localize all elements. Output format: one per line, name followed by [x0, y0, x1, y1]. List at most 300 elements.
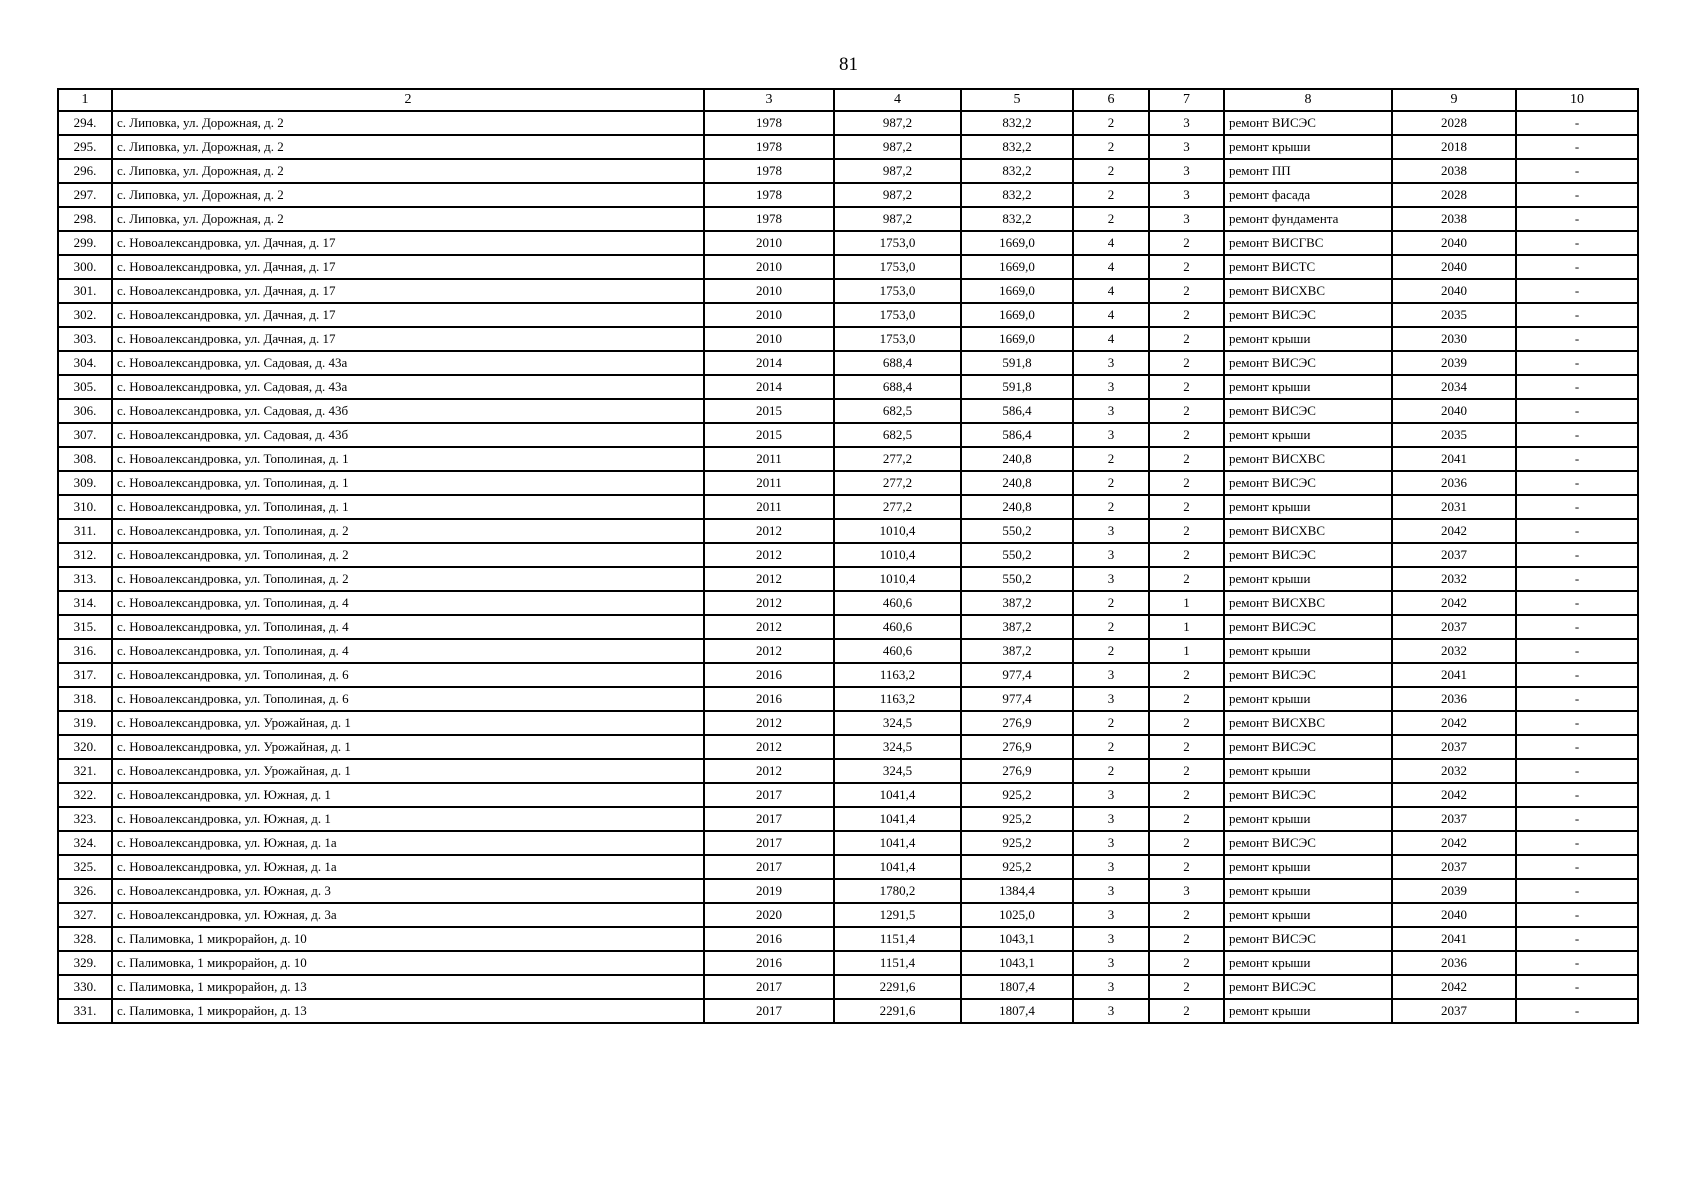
entrances-cell: 2 — [1149, 855, 1224, 879]
note-cell: - — [1516, 831, 1638, 855]
living-area-cell: 387,2 — [961, 615, 1073, 639]
row-number-cell: 312. — [58, 543, 112, 567]
total-area-cell: 277,2 — [834, 495, 961, 519]
row-number-cell: 317. — [58, 663, 112, 687]
living-area-cell: 1669,0 — [961, 231, 1073, 255]
note-cell: - — [1516, 759, 1638, 783]
floors-cell: 3 — [1073, 519, 1149, 543]
work-type-cell: ремонт ВИСГВС — [1224, 231, 1392, 255]
note-cell: - — [1516, 519, 1638, 543]
address-cell: с. Новоалександровка, ул. Дачная, д. 17 — [112, 255, 704, 279]
address-cell: с. Новоалександровка, ул. Южная, д. 1а — [112, 831, 704, 855]
note-cell: - — [1516, 855, 1638, 879]
work-type-cell: ремонт ВИСЭС — [1224, 927, 1392, 951]
living-area-cell: 1043,1 — [961, 927, 1073, 951]
address-cell: с. Новоалександровка, ул. Дачная, д. 17 — [112, 279, 704, 303]
floors-cell: 2 — [1073, 447, 1149, 471]
total-area-cell: 1151,4 — [834, 927, 961, 951]
planned-year-cell: 2041 — [1392, 927, 1516, 951]
planned-year-cell: 2038 — [1392, 159, 1516, 183]
year-built-cell: 2017 — [704, 855, 834, 879]
page-number: 81 — [839, 54, 858, 75]
table-row — [58, 711, 1638, 735]
floors-cell: 2 — [1073, 735, 1149, 759]
floors-cell: 3 — [1073, 999, 1149, 1023]
entrances-cell: 2 — [1149, 567, 1224, 591]
table-row — [58, 159, 1638, 183]
living-area-cell: 276,9 — [961, 735, 1073, 759]
table-row — [58, 423, 1638, 447]
floors-cell: 3 — [1073, 399, 1149, 423]
table-row — [58, 447, 1638, 471]
work-type-cell: ремонт фундамента — [1224, 207, 1392, 231]
work-type-cell: ремонт ВИСЭС — [1224, 975, 1392, 999]
work-type-cell: ремонт ВИСЭС — [1224, 543, 1392, 567]
living-area-cell: 591,8 — [961, 375, 1073, 399]
entrances-cell: 2 — [1149, 495, 1224, 519]
entrances-cell: 2 — [1149, 975, 1224, 999]
planned-year-cell: 2040 — [1392, 279, 1516, 303]
address-cell: с. Новоалександровка, ул. Южная, д. 1 — [112, 807, 704, 831]
living-area-cell: 1669,0 — [961, 303, 1073, 327]
floors-cell: 2 — [1073, 183, 1149, 207]
table-row — [58, 831, 1638, 855]
planned-year-cell: 2040 — [1392, 255, 1516, 279]
note-cell: - — [1516, 999, 1638, 1023]
note-cell: - — [1516, 567, 1638, 591]
row-number-cell: 297. — [58, 183, 112, 207]
note-cell: - — [1516, 399, 1638, 423]
table-row — [58, 735, 1638, 759]
living-area-cell: 1669,0 — [961, 255, 1073, 279]
table-row — [58, 183, 1638, 207]
floors-cell: 2 — [1073, 495, 1149, 519]
planned-year-cell: 2028 — [1392, 183, 1516, 207]
total-area-cell: 1041,4 — [834, 783, 961, 807]
work-type-cell: ремонт ВИСХВС — [1224, 711, 1392, 735]
note-cell: - — [1516, 663, 1638, 687]
entrances-cell: 2 — [1149, 903, 1224, 927]
entrances-cell: 2 — [1149, 279, 1224, 303]
total-area-cell: 277,2 — [834, 471, 961, 495]
planned-year-cell: 2040 — [1392, 399, 1516, 423]
year-built-cell: 2017 — [704, 831, 834, 855]
address-cell: с. Новоалександровка, ул. Южная, д. 3а — [112, 903, 704, 927]
floors-cell: 2 — [1073, 471, 1149, 495]
note-cell: - — [1516, 975, 1638, 999]
year-built-cell: 2010 — [704, 303, 834, 327]
floors-cell: 3 — [1073, 951, 1149, 975]
year-built-cell: 2010 — [704, 255, 834, 279]
living-area-cell: 240,8 — [961, 471, 1073, 495]
row-number-cell: 318. — [58, 687, 112, 711]
total-area-cell: 1753,0 — [834, 279, 961, 303]
entrances-cell: 2 — [1149, 687, 1224, 711]
total-area-cell: 1163,2 — [834, 663, 961, 687]
planned-year-cell: 2030 — [1392, 327, 1516, 351]
living-area-cell: 240,8 — [961, 447, 1073, 471]
entrances-cell: 2 — [1149, 543, 1224, 567]
living-area-cell: 832,2 — [961, 207, 1073, 231]
year-built-cell: 1978 — [704, 207, 834, 231]
year-built-cell: 2012 — [704, 711, 834, 735]
planned-year-cell: 2035 — [1392, 423, 1516, 447]
table-row — [58, 135, 1638, 159]
floors-cell: 3 — [1073, 783, 1149, 807]
living-area-cell: 387,2 — [961, 591, 1073, 615]
address-cell: с. Новоалександровка, ул. Урожайная, д. 1 — [112, 735, 704, 759]
row-number-cell: 306. — [58, 399, 112, 423]
total-area-cell: 2291,6 — [834, 975, 961, 999]
floors-cell: 3 — [1073, 567, 1149, 591]
total-area-cell: 682,5 — [834, 423, 961, 447]
entrances-cell: 2 — [1149, 519, 1224, 543]
work-type-cell: ремонт ВИСЭС — [1224, 303, 1392, 327]
living-area-cell: 925,2 — [961, 783, 1073, 807]
row-number-cell: 309. — [58, 471, 112, 495]
floors-cell: 3 — [1073, 663, 1149, 687]
note-cell: - — [1516, 495, 1638, 519]
living-area-cell: 1669,0 — [961, 327, 1073, 351]
address-cell: с. Липовка, ул. Дорожная, д. 2 — [112, 111, 704, 135]
planned-year-cell: 2018 — [1392, 135, 1516, 159]
work-type-cell: ремонт крыши — [1224, 855, 1392, 879]
work-type-cell: ремонт крыши — [1224, 687, 1392, 711]
entrances-cell: 3 — [1149, 159, 1224, 183]
work-type-cell: ремонт крыши — [1224, 951, 1392, 975]
year-built-cell: 2016 — [704, 663, 834, 687]
planned-year-cell: 2040 — [1392, 903, 1516, 927]
total-area-cell: 987,2 — [834, 159, 961, 183]
note-cell: - — [1516, 423, 1638, 447]
table-row — [58, 783, 1638, 807]
entrances-cell: 3 — [1149, 879, 1224, 903]
year-built-cell: 2011 — [704, 495, 834, 519]
entrances-cell: 3 — [1149, 183, 1224, 207]
repair-schedule-table — [57, 88, 1639, 1024]
living-area-cell: 1807,4 — [961, 975, 1073, 999]
address-cell: с. Новоалександровка, ул. Урожайная, д. 1 — [112, 711, 704, 735]
living-area-cell: 1384,4 — [961, 879, 1073, 903]
year-built-cell: 2015 — [704, 399, 834, 423]
entrances-cell: 2 — [1149, 759, 1224, 783]
table-row — [58, 927, 1638, 951]
address-cell: с. Новоалександровка, ул. Дачная, д. 17 — [112, 231, 704, 255]
entrances-cell: 1 — [1149, 591, 1224, 615]
row-number-cell: 321. — [58, 759, 112, 783]
column-header-1: 1 — [58, 89, 112, 111]
work-type-cell: ремонт ВИСХВС — [1224, 519, 1392, 543]
year-built-cell: 1978 — [704, 159, 834, 183]
column-header-3: 3 — [704, 89, 834, 111]
work-type-cell: ремонт ВИСЭС — [1224, 663, 1392, 687]
table-row — [58, 327, 1638, 351]
work-type-cell: ремонт ВИСЭС — [1224, 831, 1392, 855]
living-area-cell: 977,4 — [961, 687, 1073, 711]
table-row — [58, 591, 1638, 615]
address-cell: с. Новоалександровка, ул. Урожайная, д. 1 — [112, 759, 704, 783]
year-built-cell: 2017 — [704, 975, 834, 999]
living-area-cell: 276,9 — [961, 711, 1073, 735]
living-area-cell: 1043,1 — [961, 951, 1073, 975]
column-header-2: 2 — [112, 89, 704, 111]
work-type-cell: ремонт крыши — [1224, 135, 1392, 159]
row-number-cell: 295. — [58, 135, 112, 159]
address-cell: с. Палимовка, 1 микрорайон, д. 13 — [112, 999, 704, 1023]
note-cell: - — [1516, 639, 1638, 663]
table-row — [58, 351, 1638, 375]
table-row — [58, 999, 1638, 1023]
address-cell: с. Новоалександровка, ул. Тополиная, д. 6 — [112, 687, 704, 711]
work-type-cell: ремонт ВИСЭС — [1224, 471, 1392, 495]
note-cell: - — [1516, 615, 1638, 639]
address-cell: с. Новоалександровка, ул. Тополиная, д. 6 — [112, 663, 704, 687]
table-body — [58, 111, 1638, 1023]
year-built-cell: 2019 — [704, 879, 834, 903]
work-type-cell: ремонт ВИСЭС — [1224, 111, 1392, 135]
work-type-cell: ремонт ВИСЭС — [1224, 615, 1392, 639]
year-built-cell: 2015 — [704, 423, 834, 447]
entrances-cell: 2 — [1149, 999, 1224, 1023]
floors-cell: 4 — [1073, 279, 1149, 303]
table-row — [58, 975, 1638, 999]
entrances-cell: 2 — [1149, 831, 1224, 855]
table-row — [58, 543, 1638, 567]
row-number-cell: 301. — [58, 279, 112, 303]
address-cell: с. Новоалександровка, ул. Южная, д. 1 — [112, 783, 704, 807]
entrances-cell: 2 — [1149, 303, 1224, 327]
note-cell: - — [1516, 543, 1638, 567]
work-type-cell: ремонт ВИСТС — [1224, 255, 1392, 279]
planned-year-cell: 2042 — [1392, 519, 1516, 543]
address-cell: с. Новоалександровка, ул. Тополиная, д. 4 — [112, 615, 704, 639]
total-area-cell: 987,2 — [834, 183, 961, 207]
row-number-cell: 316. — [58, 639, 112, 663]
entrances-cell: 3 — [1149, 111, 1224, 135]
address-cell: с. Липовка, ул. Дорожная, д. 2 — [112, 159, 704, 183]
address-cell: с. Липовка, ул. Дорожная, д. 2 — [112, 135, 704, 159]
planned-year-cell: 2037 — [1392, 807, 1516, 831]
floors-cell: 3 — [1073, 855, 1149, 879]
table-row — [58, 879, 1638, 903]
total-area-cell: 1010,4 — [834, 567, 961, 591]
work-type-cell: ремонт крыши — [1224, 903, 1392, 927]
entrances-cell: 2 — [1149, 399, 1224, 423]
row-number-cell: 322. — [58, 783, 112, 807]
planned-year-cell: 2037 — [1392, 735, 1516, 759]
planned-year-cell: 2028 — [1392, 111, 1516, 135]
floors-cell: 3 — [1073, 879, 1149, 903]
note-cell: - — [1516, 879, 1638, 903]
column-header-9: 9 — [1392, 89, 1516, 111]
planned-year-cell: 2042 — [1392, 711, 1516, 735]
table-row — [58, 639, 1638, 663]
total-area-cell: 1753,0 — [834, 303, 961, 327]
year-built-cell: 2012 — [704, 567, 834, 591]
year-built-cell: 2011 — [704, 447, 834, 471]
work-type-cell: ремонт крыши — [1224, 807, 1392, 831]
table-header-row — [58, 89, 1638, 111]
planned-year-cell: 2042 — [1392, 783, 1516, 807]
address-cell: с. Палимовка, 1 микрорайон, д. 10 — [112, 927, 704, 951]
note-cell: - — [1516, 735, 1638, 759]
note-cell: - — [1516, 711, 1638, 735]
entrances-cell: 2 — [1149, 423, 1224, 447]
total-area-cell: 277,2 — [834, 447, 961, 471]
row-number-cell: 294. — [58, 111, 112, 135]
living-area-cell: 276,9 — [961, 759, 1073, 783]
table-row — [58, 111, 1638, 135]
row-number-cell: 298. — [58, 207, 112, 231]
entrances-cell: 2 — [1149, 927, 1224, 951]
note-cell: - — [1516, 255, 1638, 279]
living-area-cell: 550,2 — [961, 543, 1073, 567]
column-header-10: 10 — [1516, 89, 1638, 111]
row-number-cell: 296. — [58, 159, 112, 183]
living-area-cell: 832,2 — [961, 111, 1073, 135]
year-built-cell: 2010 — [704, 327, 834, 351]
total-area-cell: 1163,2 — [834, 687, 961, 711]
floors-cell: 4 — [1073, 231, 1149, 255]
total-area-cell: 987,2 — [834, 135, 961, 159]
note-cell: - — [1516, 471, 1638, 495]
address-cell: с. Новоалександровка, ул. Тополиная, д. 4 — [112, 591, 704, 615]
living-area-cell: 832,2 — [961, 159, 1073, 183]
living-area-cell: 1807,4 — [961, 999, 1073, 1023]
total-area-cell: 324,5 — [834, 759, 961, 783]
planned-year-cell: 2042 — [1392, 975, 1516, 999]
floors-cell: 3 — [1073, 975, 1149, 999]
address-cell: с. Липовка, ул. Дорожная, д. 2 — [112, 183, 704, 207]
floors-cell: 3 — [1073, 351, 1149, 375]
row-number-cell: 319. — [58, 711, 112, 735]
row-number-cell: 305. — [58, 375, 112, 399]
row-number-cell: 303. — [58, 327, 112, 351]
table-row — [58, 567, 1638, 591]
planned-year-cell: 2032 — [1392, 567, 1516, 591]
entrances-cell: 2 — [1149, 375, 1224, 399]
total-area-cell: 688,4 — [834, 351, 961, 375]
living-area-cell: 586,4 — [961, 423, 1073, 447]
floors-cell: 4 — [1073, 327, 1149, 351]
row-number-cell: 326. — [58, 879, 112, 903]
planned-year-cell: 2035 — [1392, 303, 1516, 327]
entrances-cell: 1 — [1149, 639, 1224, 663]
address-cell: с. Новоалександровка, ул. Садовая, д. 43б — [112, 423, 704, 447]
row-number-cell: 328. — [58, 927, 112, 951]
entrances-cell: 2 — [1149, 327, 1224, 351]
total-area-cell: 688,4 — [834, 375, 961, 399]
planned-year-cell: 2031 — [1392, 495, 1516, 519]
row-number-cell: 325. — [58, 855, 112, 879]
year-built-cell: 2014 — [704, 351, 834, 375]
address-cell: с. Новоалександровка, ул. Дачная, д. 17 — [112, 303, 704, 327]
year-built-cell: 2012 — [704, 639, 834, 663]
row-number-cell: 304. — [58, 351, 112, 375]
work-type-cell: ремонт крыши — [1224, 759, 1392, 783]
table-row — [58, 855, 1638, 879]
address-cell: с. Новоалександровка, ул. Тополиная, д. 1 — [112, 447, 704, 471]
row-number-cell: 327. — [58, 903, 112, 927]
work-type-cell: ремонт ВИСХВС — [1224, 447, 1392, 471]
column-header-4: 4 — [834, 89, 961, 111]
total-area-cell: 1753,0 — [834, 327, 961, 351]
address-cell: с. Новоалександровка, ул. Садовая, д. 43а — [112, 375, 704, 399]
note-cell: - — [1516, 279, 1638, 303]
address-cell: с. Новоалександровка, ул. Тополиная, д. 2 — [112, 543, 704, 567]
total-area-cell: 1291,5 — [834, 903, 961, 927]
planned-year-cell: 2037 — [1392, 855, 1516, 879]
table-row — [58, 255, 1638, 279]
floors-cell: 4 — [1073, 303, 1149, 327]
work-type-cell: ремонт крыши — [1224, 375, 1392, 399]
floors-cell: 2 — [1073, 111, 1149, 135]
entrances-cell: 3 — [1149, 135, 1224, 159]
work-type-cell: ремонт крыши — [1224, 639, 1392, 663]
living-area-cell: 1669,0 — [961, 279, 1073, 303]
row-number-cell: 329. — [58, 951, 112, 975]
table-row — [58, 615, 1638, 639]
address-cell: с. Новоалександровка, ул. Садовая, д. 43б — [112, 399, 704, 423]
floors-cell: 3 — [1073, 375, 1149, 399]
floors-cell: 3 — [1073, 687, 1149, 711]
work-type-cell: ремонт ВИСХВС — [1224, 279, 1392, 303]
row-number-cell: 307. — [58, 423, 112, 447]
planned-year-cell: 2039 — [1392, 879, 1516, 903]
floors-cell: 2 — [1073, 591, 1149, 615]
entrances-cell: 2 — [1149, 735, 1224, 759]
work-type-cell: ремонт крыши — [1224, 999, 1392, 1023]
row-number-cell: 323. — [58, 807, 112, 831]
address-cell: с. Палимовка, 1 микрорайон, д. 13 — [112, 975, 704, 999]
note-cell: - — [1516, 783, 1638, 807]
table-row — [58, 207, 1638, 231]
planned-year-cell: 2040 — [1392, 231, 1516, 255]
total-area-cell: 460,6 — [834, 615, 961, 639]
floors-cell: 3 — [1073, 423, 1149, 447]
living-area-cell: 925,2 — [961, 831, 1073, 855]
total-area-cell: 1010,4 — [834, 543, 961, 567]
living-area-cell: 550,2 — [961, 519, 1073, 543]
planned-year-cell: 2039 — [1392, 351, 1516, 375]
table-row — [58, 951, 1638, 975]
note-cell: - — [1516, 903, 1638, 927]
planned-year-cell: 2037 — [1392, 615, 1516, 639]
living-area-cell: 832,2 — [961, 183, 1073, 207]
row-number-cell: 310. — [58, 495, 112, 519]
column-header-5: 5 — [961, 89, 1073, 111]
note-cell: - — [1516, 591, 1638, 615]
column-header-7: 7 — [1149, 89, 1224, 111]
total-area-cell: 324,5 — [834, 711, 961, 735]
row-number-cell: 330. — [58, 975, 112, 999]
note-cell: - — [1516, 327, 1638, 351]
note-cell: - — [1516, 111, 1638, 135]
year-built-cell: 2012 — [704, 591, 834, 615]
planned-year-cell: 2041 — [1392, 663, 1516, 687]
planned-year-cell: 2038 — [1392, 207, 1516, 231]
note-cell: - — [1516, 159, 1638, 183]
address-cell: с. Новоалександровка, ул. Тополиная, д. 4 — [112, 639, 704, 663]
planned-year-cell: 2034 — [1392, 375, 1516, 399]
address-cell: с. Палимовка, 1 микрорайон, д. 10 — [112, 951, 704, 975]
year-built-cell: 2017 — [704, 783, 834, 807]
year-built-cell: 2012 — [704, 735, 834, 759]
entrances-cell: 2 — [1149, 951, 1224, 975]
entrances-cell: 2 — [1149, 255, 1224, 279]
column-header-8: 8 — [1224, 89, 1392, 111]
year-built-cell: 1978 — [704, 111, 834, 135]
